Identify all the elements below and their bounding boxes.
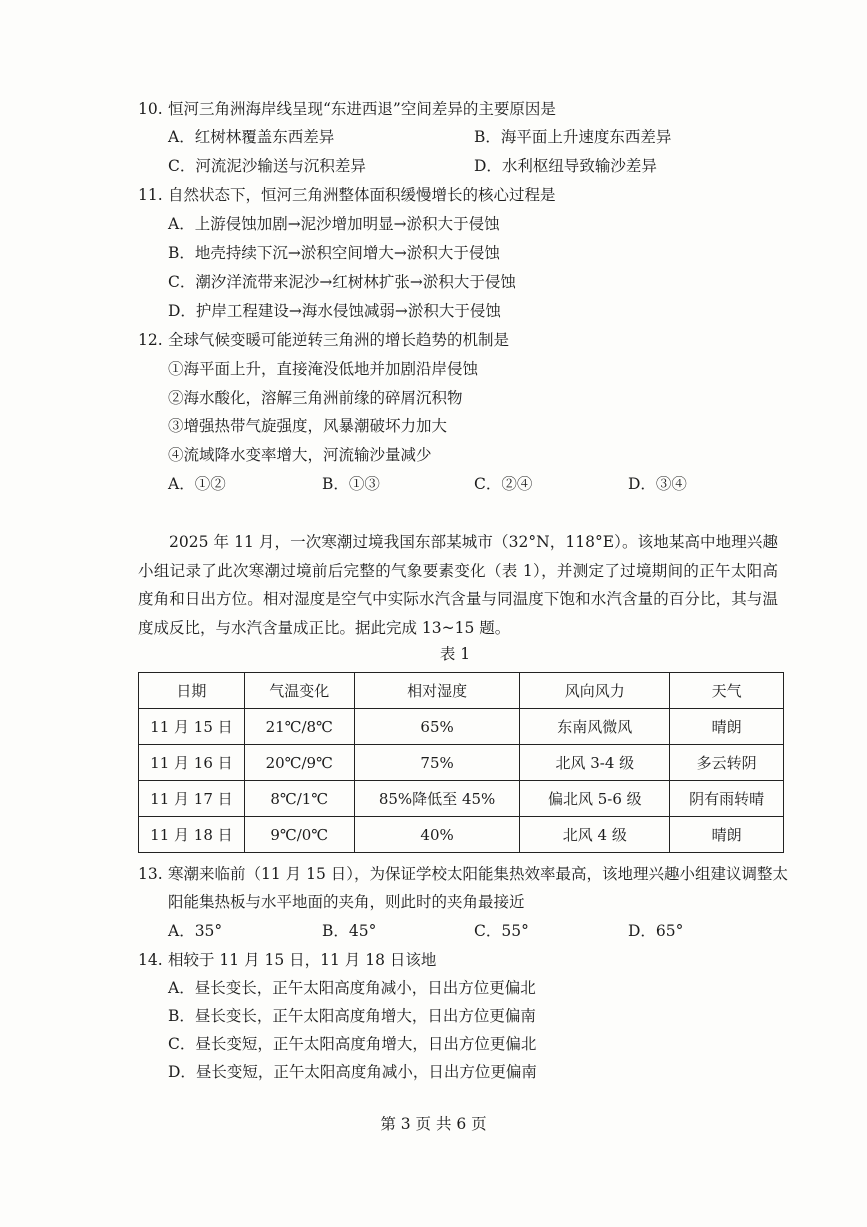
option-b: B．①③ [322,475,380,493]
weather-table [138,672,784,853]
table-row [139,817,784,853]
question-stem: 相较于 11 月 15 日，11 月 18 日该地 [168,951,437,969]
option-d: D．65° [628,922,684,940]
option-c: C．②④ [474,475,533,493]
table-caption: 表 1 [439,645,471,663]
question-number: 13. [138,865,163,883]
statement-2: ②海水酸化，溶解三角洲前缘的碎屑沉积物 [168,389,463,407]
header-humidity: 相对湿度 [354,673,520,709]
cell-date: 11 月 15 日 [139,709,245,745]
question-number: 11. [138,186,163,204]
table-row [139,709,784,745]
cell-temperature: 21℃/8℃ [244,709,354,745]
question-stem: 自然状态下，恒河三角洲整体面积缓慢增长的核心过程是 [168,186,556,204]
option-a: A．35° [168,922,223,940]
header-weather: 天气 [670,673,784,709]
cell-date: 11 月 16 日 [139,745,245,781]
cell-temperature: 9℃/0℃ [244,817,354,853]
cell-temperature: 20℃/9℃ [244,745,354,781]
option-b: B．地壳持续下沉→淤积空间增大→淤积大于侵蚀 [168,244,500,262]
statement-4: ④流域降水变率增大，河流输沙量减少 [168,446,432,464]
question-stem: 寒潮来临前（11 月 15 日），为保证学校太阳能集热效率最高，该地理兴趣小组建议调整太 [168,865,788,883]
cell-wind: 北风 4 级 [520,817,670,853]
cell-humidity: 75% [354,745,520,781]
option-d: D．昼长变短，正午太阳高度角减小，日出方位更偏南 [168,1063,537,1081]
question-number: 10. [138,100,163,118]
option-b: B．昼长变长，正午太阳高度角增大，日出方位更偏南 [168,1007,536,1025]
option-b: B．45° [322,922,377,940]
cell-weather: 晴朗 [670,709,784,745]
statement-1: ①海平面上升，直接淹没低地并加剧沿岸侵蚀 [168,360,479,378]
option-c: C．昼长变短，正午太阳高度角增大，日出方位更偏北 [168,1035,537,1053]
cell-weather: 晴朗 [670,817,784,853]
option-d: D．③④ [628,475,687,493]
page-footer: 第 3 页 共 6 页 [380,1115,487,1133]
option-c: C．潮汐洋流带来泥沙→红树林扩张→淤积大于侵蚀 [168,273,516,291]
question-number: 14. [138,951,163,969]
option-d: D．护岸工程建设→海水侵蚀减弱→淤积大于侵蚀 [168,302,501,320]
header-wind: 风向风力 [520,673,670,709]
cell-date: 11 月 17 日 [139,781,245,817]
cell-weather: 阴有雨转晴 [670,781,784,817]
cell-wind: 偏北风 5-6 级 [520,781,670,817]
header-temperature: 气温变化 [244,673,354,709]
table-row [139,745,784,781]
table-header-row [139,673,784,709]
passage-text: 2025 年 11 月，一次寒潮过境我国东部某城市（32°N，118°E）。该地某高中地理兴趣小组记录了此次寒潮过境前后完整的气象要素变化（表 1），并测定了过境期间的正午太阳高度角和日出方位。相对湿度是空气中实际水汽含量与同温度下饱和水汽含量的百分比，其与温度成反比，与水汽含量成正比。据此完成 13~15 题。 [138,533,778,637]
table-row [139,781,784,817]
option-a: A．红树林覆盖东西差异 [168,128,335,146]
option-d: D．水利枢纽导致输沙差异 [474,157,657,175]
cell-temperature: 8℃/1℃ [244,781,354,817]
option-a: A．上游侵蚀加剧→泥沙增加明显→淤积大于侵蚀 [168,215,500,233]
question-stem-continued: 阳能集热板与水平地面的夹角，则此时的夹角最接近 [168,893,525,911]
question-number: 12. [138,331,163,349]
option-a: A．①② [168,475,226,493]
cell-date: 11 月 18 日 [139,817,245,853]
option-a: A．昼长变长，正午太阳高度角减小，日出方位更偏北 [168,979,536,997]
option-b: B．海平面上升速度东西差异 [474,128,672,146]
option-c: C．河流泥沙输送与沉积差异 [168,157,366,175]
cell-humidity: 65% [354,709,520,745]
question-stem: 恒河三角洲海岸线呈现“东进西退”空间差异的主要原因是 [168,100,556,118]
header-date: 日期 [139,673,245,709]
question-stem: 全球气候变暖可能逆转三角洲的增长趋势的机制是 [168,331,510,349]
cell-humidity: 85%降低至 45% [354,781,520,817]
cell-weather: 多云转阴 [670,745,784,781]
passage [138,528,778,642]
option-c: C．55° [474,922,529,940]
cell-wind: 东南风微风 [520,709,670,745]
cell-wind: 北风 3-4 级 [520,745,670,781]
statement-3: ③增强热带气旋强度，风暴潮破坏力加大 [168,417,448,435]
cell-humidity: 40% [354,817,520,853]
